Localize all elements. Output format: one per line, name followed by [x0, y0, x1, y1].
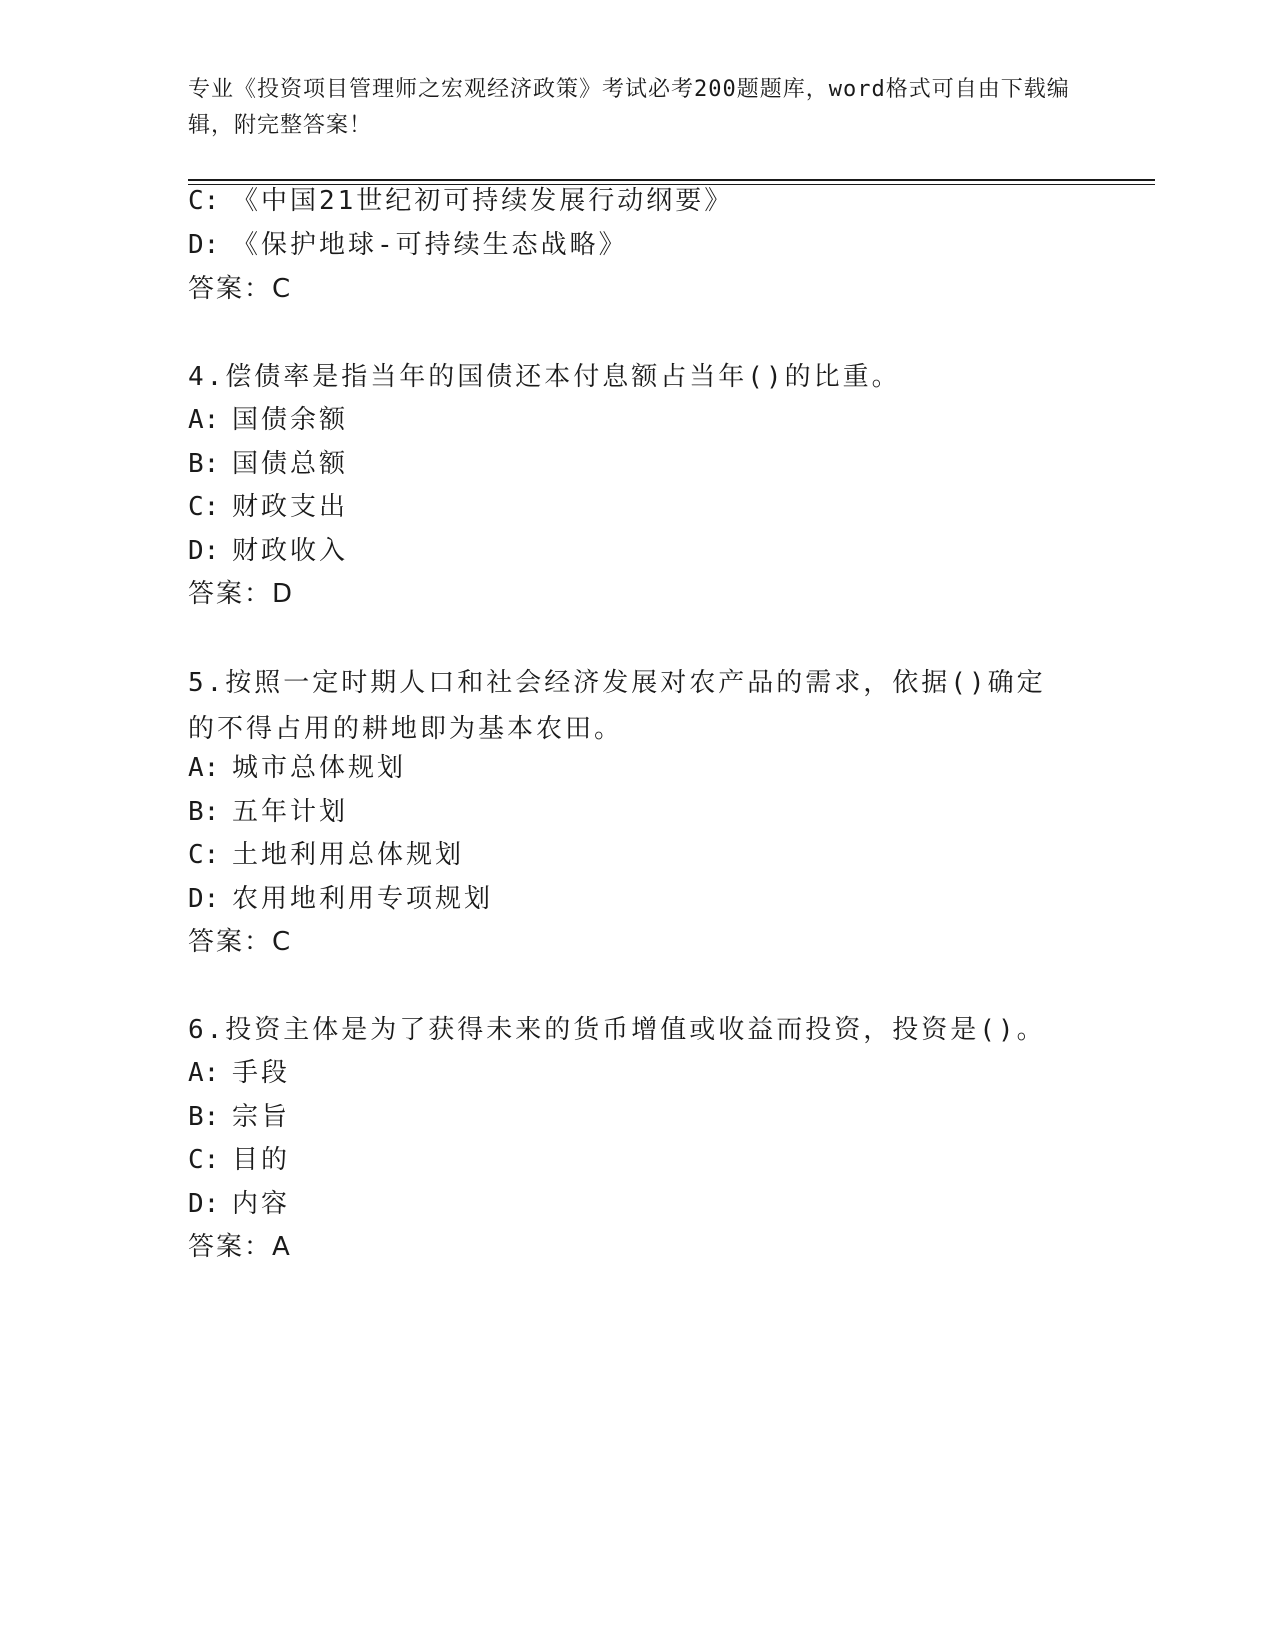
option-a: A: 国债余额	[188, 405, 349, 435]
question-stem: 6.投资主体是为了获得未来的货币增值或收益而投资，投资是()。	[188, 1015, 1046, 1045]
option-d: D: 《保护地球-可持续生态战略》	[188, 230, 628, 260]
option-a: A: 城市总体规划	[188, 753, 407, 783]
option-c: C: 《中国21世纪初可持续发展行动纲要》	[188, 186, 734, 216]
question-stem: 4.偿债率是指当年的国债还本付息额占当年()的比重。	[188, 362, 901, 392]
option-c: C: 财政支出	[188, 492, 349, 522]
document-header: 专业《投资项目管理师之宏观经济政策》考试必考200题题库，word格式可自由下载编辑，附完整答案！	[188, 77, 1070, 138]
option-d: D: 农用地利用专项规划	[188, 884, 494, 914]
option-c: C: 目的	[188, 1145, 291, 1175]
option-d: D: 内容	[188, 1189, 291, 1219]
option-d: D: 财政收入	[188, 536, 349, 566]
option-b: B: 五年计划	[188, 797, 349, 827]
question-stem: 5.按照一定时期人口和社会经济发展对农产品的需求，依据()确定的不得占用的耕地即为基本农田。	[188, 668, 1046, 744]
answer-line: 答案：A	[188, 1232, 292, 1262]
header-divider-thick	[188, 179, 1155, 181]
answer-line: 答案：C	[188, 274, 293, 304]
option-b: B: 国债总额	[188, 449, 349, 479]
option-b: B: 宗旨	[188, 1102, 291, 1132]
option-a: A: 手段	[188, 1058, 291, 1088]
answer-line: 答案：D	[188, 579, 295, 609]
option-c: C: 土地利用总体规划	[188, 840, 465, 870]
answer-line: 答案：C	[188, 927, 293, 957]
